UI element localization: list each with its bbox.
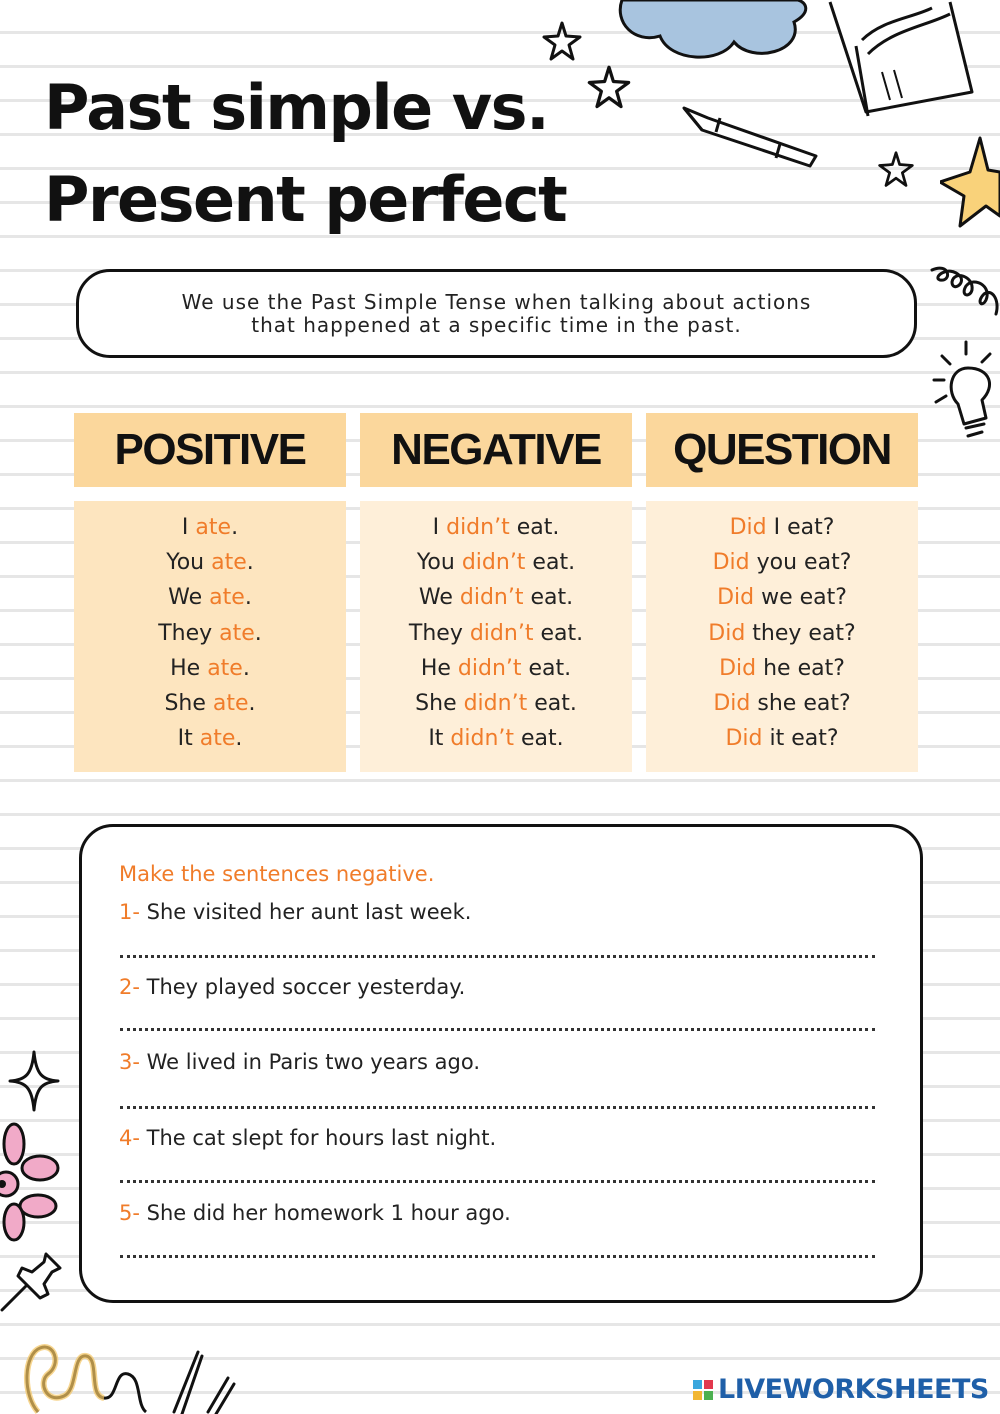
flower-icon bbox=[0, 1122, 60, 1242]
negative-heading: NEGATIVE bbox=[360, 413, 632, 487]
positive-row: It ate. bbox=[177, 726, 243, 752]
negative-row: They didn’t eat. bbox=[408, 620, 584, 646]
pen-icon bbox=[680, 104, 826, 170]
star-icon bbox=[940, 136, 1000, 232]
positive-row: You ate. bbox=[166, 550, 254, 576]
negative-row: It didn’t eat. bbox=[428, 726, 564, 752]
question-column bbox=[646, 501, 918, 772]
page-title bbox=[44, 62, 566, 246]
negative-column bbox=[360, 501, 632, 772]
positive-row: I ate. bbox=[181, 515, 239, 540]
answer-line-4[interactable] bbox=[120, 1180, 875, 1183]
positive-column bbox=[74, 501, 346, 772]
question-row: Did it eat? bbox=[725, 726, 839, 752]
negative-row: I didn’t eat. bbox=[432, 515, 560, 540]
star-icon bbox=[876, 150, 916, 190]
star-icon bbox=[585, 64, 633, 112]
exercise-item: 2- They played soccer yesterday. bbox=[119, 975, 466, 999]
positive-row: They ate. bbox=[158, 620, 262, 646]
spiral-icon bbox=[930, 262, 1000, 320]
title-line-2: Present perfect bbox=[44, 163, 567, 236]
pushpin-icon bbox=[0, 1252, 64, 1324]
brand-text: LIVEWORKSHEETS bbox=[718, 1374, 989, 1405]
exercise-item: 4- The cat slept for hours last night. bbox=[119, 1126, 497, 1150]
sparkle-icon bbox=[8, 1050, 60, 1112]
negative-row: She didn’t eat. bbox=[415, 691, 577, 717]
exercise-item: 3- We lived in Paris two years ago. bbox=[119, 1050, 481, 1074]
answer-line-3[interactable] bbox=[120, 1106, 875, 1109]
liveworksheets-icon bbox=[692, 1379, 714, 1401]
intro-text: We use the Past Simple Tense when talking about actions that happened at a specific time in the past. bbox=[181, 289, 812, 337]
liveworksheets-logo bbox=[692, 1374, 989, 1405]
question-row: Did they eat? bbox=[708, 620, 856, 646]
negative-row: You didn’t eat. bbox=[416, 550, 576, 576]
question-row: Did she eat? bbox=[713, 691, 851, 717]
exercise-box bbox=[79, 824, 923, 1303]
question-row: Did you eat? bbox=[712, 550, 852, 576]
question-row: Did we eat? bbox=[717, 585, 847, 611]
title-line-1: Past simple vs. bbox=[44, 71, 549, 144]
intro-box bbox=[76, 269, 917, 358]
squiggle-icon bbox=[18, 1334, 148, 1414]
positive-heading: POSITIVE bbox=[74, 413, 346, 487]
answer-line-2[interactable] bbox=[120, 1028, 875, 1031]
negative-row: He didn’t eat. bbox=[420, 655, 572, 681]
book-icon bbox=[822, 0, 982, 122]
question-row: Did I eat? bbox=[729, 515, 835, 540]
exercise-instruction: Make the sentences negative. bbox=[119, 862, 435, 886]
question-heading: QUESTION bbox=[646, 413, 918, 487]
positive-row: We ate. bbox=[168, 585, 252, 611]
answer-line-1[interactable] bbox=[120, 955, 875, 958]
positive-row: She ate. bbox=[164, 691, 256, 717]
answer-line-5[interactable] bbox=[120, 1255, 875, 1258]
exercise-item: 5- She did her homework 1 hour ago. bbox=[119, 1201, 511, 1225]
lightbulb-icon bbox=[932, 340, 1000, 444]
star-icon bbox=[540, 20, 584, 64]
question-row: Did he eat? bbox=[719, 655, 845, 681]
exercise-item: 1- She visited her aunt last week. bbox=[119, 900, 472, 924]
positive-row: He ate. bbox=[170, 655, 250, 681]
negative-row: We didn’t eat. bbox=[418, 585, 574, 611]
cloud-icon bbox=[612, 0, 808, 66]
pencil-icon bbox=[168, 1350, 238, 1414]
